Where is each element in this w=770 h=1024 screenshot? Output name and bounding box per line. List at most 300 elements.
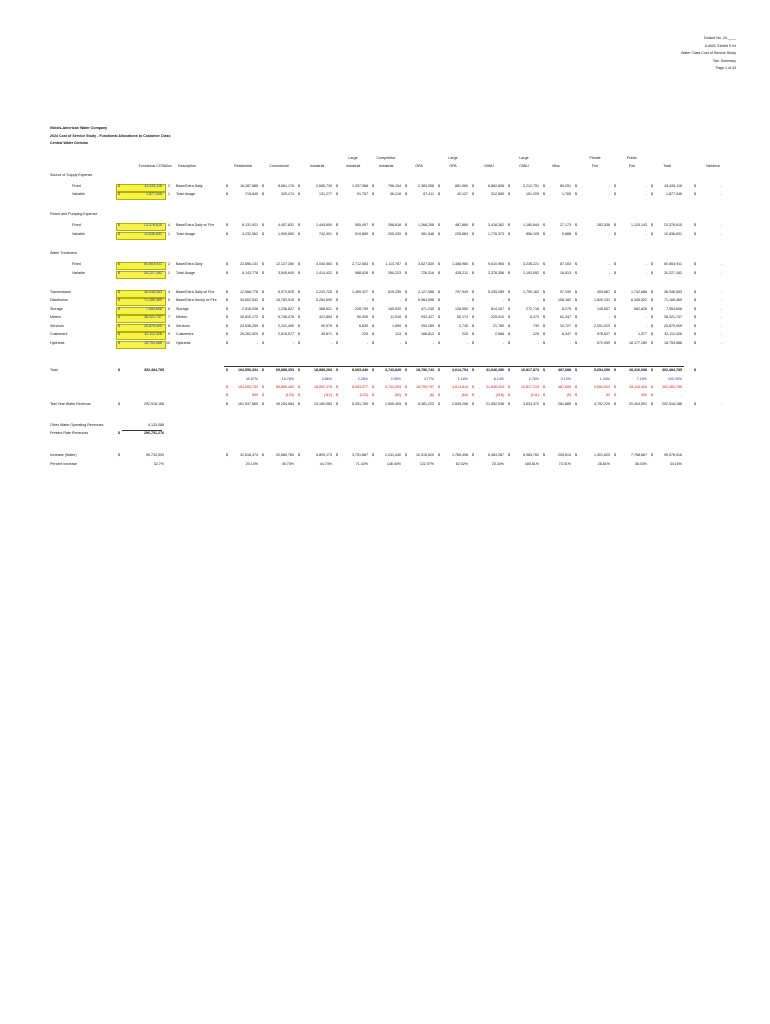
dollar-sign: $: [118, 307, 120, 311]
cell-loiwu: 6,472: [530, 315, 539, 319]
dollar-sign: $: [262, 298, 264, 302]
cell-lopa: 797,949: [455, 290, 468, 294]
cell-misc: 6,347: [562, 332, 571, 336]
dollar-sign: $: [543, 385, 545, 389]
dollar-sign: $: [298, 307, 300, 311]
cell-lopa: 487,869: [455, 223, 468, 227]
report-title-line: 2024 Cost of Service Study - Functional Allocations to Customer Class: [50, 133, 171, 138]
dollar-sign: $: [543, 332, 545, 336]
cell-pfire: -: [608, 184, 610, 188]
cell-pubfire: -: [645, 232, 647, 236]
cell-res: -: [256, 341, 258, 345]
cell-ind: 421,854: [319, 315, 332, 319]
pct-loiwu: 2.76%: [528, 377, 539, 381]
pct-misc: 0.12%: [560, 377, 571, 381]
total-pfire: 5,654,656: [594, 368, 610, 372]
row-description: Storage: [176, 307, 189, 311]
col-header-top: Large: [448, 156, 458, 160]
dollar-sign: $: [651, 184, 653, 188]
dollar-sign: $: [651, 223, 653, 227]
cell-pfire: -: [608, 271, 610, 275]
dollar-sign: $: [336, 262, 338, 266]
testyear-lind: 5,251,769: [352, 402, 368, 406]
cell-com: -: [292, 341, 294, 345]
pct-pubfire: 7.18%: [636, 377, 647, 381]
cell-ind: 1,449,600: [316, 223, 332, 227]
cell-opa: 67,411: [423, 192, 434, 196]
row-label: Fixed: [72, 184, 81, 188]
functional-cos-value: 43,426,118: [144, 184, 162, 188]
dollar-sign: $: [651, 315, 653, 319]
cell-cind: 398,618: [388, 223, 401, 227]
functional-cos-value: 20,227,162: [144, 271, 162, 275]
functional-cos-value: 29,879,905: [144, 324, 162, 328]
cell-pubfire: -: [645, 271, 647, 275]
cell-lind: 1,409,327: [352, 290, 368, 294]
cell-pubfire: 1,742,688: [631, 290, 647, 294]
dollar-sign: $: [298, 262, 300, 266]
dollar-sign: $: [614, 192, 616, 196]
other-revenue-label: Other Water Operating Revenues: [50, 423, 104, 427]
cell-lind: -: [366, 298, 368, 302]
cell-pfire: -: [608, 315, 610, 319]
dollar-sign: $: [651, 368, 653, 372]
dollar-sign: $: [694, 332, 696, 336]
testyear-loiwu: 3,833,372: [523, 402, 539, 406]
dollar-sign: $: [405, 393, 407, 397]
dollar-sign: $: [118, 431, 120, 435]
cell-total: 32,112,426: [664, 332, 682, 336]
variance-value: -: [720, 298, 722, 302]
dollar-sign: $: [298, 368, 300, 372]
dollar-sign: $: [405, 223, 407, 227]
row-label: Fixed: [72, 262, 81, 266]
dollar-sign: $: [118, 223, 120, 227]
cell-cind: 169,920: [388, 307, 401, 311]
functional-cos-value: 71,189,469: [144, 298, 162, 302]
total-label: Total: [50, 368, 58, 372]
cell-total: 36,948,553: [664, 290, 682, 294]
dollar-sign: $: [372, 192, 374, 196]
col-header-com: Commercial: [269, 164, 289, 168]
cell-cind: 796,154: [388, 184, 401, 188]
pct-increase-misc: 73.01%: [558, 462, 571, 466]
row-description: Hydrants: [176, 341, 191, 345]
cell-res: 8,131,921: [242, 223, 258, 227]
total-pubfire: 28,316,098: [629, 368, 647, 372]
cell-cind: 36,218: [390, 192, 401, 196]
dollar-sign: $: [405, 307, 407, 311]
dollar-sign: $: [543, 341, 545, 345]
increase-cind: 2,241,440: [385, 453, 401, 457]
dollar-sign: $: [405, 402, 407, 406]
cell-oiwu: 814,167: [491, 307, 504, 311]
dollar-sign: $: [118, 315, 120, 319]
total-com: 65,885,353: [276, 368, 294, 372]
dollar-sign: $: [262, 324, 264, 328]
functional-cos-value: 1,877,346: [146, 192, 162, 196]
cell-pubfire: -: [645, 315, 647, 319]
testyear-misc: 281,885: [558, 402, 571, 406]
cell-total: 18,753,588: [664, 341, 682, 345]
dollar-sign: $: [118, 262, 120, 266]
dollar-sign: $: [372, 184, 374, 188]
cell-lind: 1,037,568: [352, 184, 368, 188]
pct-lind: 2.26%: [357, 377, 368, 381]
alloc-factor: 8: [168, 324, 170, 328]
dollar-sign: $: [372, 315, 374, 319]
cell-oiwu: 2,668: [495, 332, 504, 336]
dollar-sign: $: [472, 332, 474, 336]
dollar-sign: $: [472, 385, 474, 389]
col-header-misc: Misc: [552, 164, 560, 168]
present-revenue-label: Present Rate Revenues: [50, 431, 89, 435]
cell-misc: 18,513: [560, 271, 571, 275]
cell-res: 30,810,173: [240, 315, 258, 319]
row-label: Hydrants: [50, 341, 65, 345]
increase-opa: 10,315,520: [416, 453, 434, 457]
dollar-sign: $: [651, 290, 653, 294]
dollar-sign: $: [372, 341, 374, 345]
dollar-sign: $: [226, 232, 228, 236]
dollar-sign: $: [543, 307, 545, 311]
testyear-total: 292,518,188: [662, 402, 682, 406]
dollar-sign: $: [543, 232, 545, 236]
cell-loiwu: 225: [533, 332, 539, 336]
dollar-sign: $: [472, 271, 474, 275]
dollar-sign: $: [508, 232, 510, 236]
cell-pfire: 578,627: [597, 332, 610, 336]
dollar-sign: $: [118, 271, 120, 275]
col-header-top: Large: [348, 156, 358, 160]
dollar-sign: $: [405, 315, 407, 319]
cell-opa: 3,627,830: [418, 262, 434, 266]
check-res: 194,553,734: [238, 385, 258, 389]
dollar-sign: $: [262, 402, 264, 406]
dollar-sign: $: [472, 192, 474, 196]
total-lopa: 4,614,754: [452, 368, 468, 372]
variance-value: -: [720, 184, 722, 188]
row-label: Variable: [72, 192, 85, 196]
alloc-factor: 1: [168, 232, 170, 236]
dollar-sign: $: [575, 315, 577, 319]
pct-increase-pfire: 28.81%: [597, 462, 610, 466]
dollar-sign: $: [372, 290, 374, 294]
total-loiwu: 10,817,874: [521, 368, 539, 372]
dollar-sign: $: [336, 368, 338, 372]
dollar-sign: $: [508, 184, 510, 188]
functional-cos-value: 32,112,426: [144, 332, 162, 336]
dollar-sign: $: [262, 393, 264, 397]
dollar-sign: $: [226, 315, 228, 319]
cell-pfire: 2,051,023: [594, 324, 610, 328]
dollar-sign: $: [694, 402, 696, 406]
testyear-label: Test Year Water Revenue: [50, 402, 91, 406]
cell-ind: -: [330, 341, 332, 345]
dollar-sign: $: [298, 393, 300, 397]
dollar-sign: $: [543, 315, 545, 319]
dollar-sign: $: [405, 232, 407, 236]
dollar-sign: $: [575, 332, 577, 336]
variance-value: -: [720, 192, 722, 196]
dollar-sign: $: [694, 232, 696, 236]
cell-com: 1,905,650: [278, 232, 294, 236]
increase-label: Increase (Water): [50, 453, 77, 457]
dollar-sign: $: [226, 368, 228, 372]
underline: [122, 430, 162, 431]
cell-loiwu: 2,212,751: [523, 184, 539, 188]
cell-lopa: 128,952: [455, 307, 468, 311]
testyear-pubfire: 20,404,591: [629, 402, 647, 406]
cell-cind: 1,699: [392, 324, 401, 328]
alloc-factor: 6: [168, 307, 170, 311]
dollar-sign: $: [614, 184, 616, 188]
dollar-sign: $: [226, 307, 228, 311]
cell-lind: 6,839: [359, 324, 368, 328]
cell-com: 5,746,478: [278, 315, 294, 319]
dollar-sign: $: [226, 324, 228, 328]
cell-lopa: 881,960: [455, 184, 468, 188]
dollar-sign: $: [262, 184, 264, 188]
check-pfire: 5,654,004: [594, 385, 610, 389]
col-header-opa: OPA: [415, 164, 423, 168]
header-right-line: Page 1 of 43: [715, 66, 736, 70]
dollar-sign: $: [438, 298, 440, 302]
dollar-sign: $: [651, 332, 653, 336]
dollar-sign: $: [575, 307, 577, 311]
dollar-sign: $: [651, 307, 653, 311]
dollar-sign: $: [438, 315, 440, 319]
cell-pfire: 145,657: [597, 307, 610, 311]
dollar-sign: $: [226, 393, 228, 397]
dollar-sign: $: [262, 307, 264, 311]
dollar-sign: $: [298, 341, 300, 345]
cell-pubfire: 1,577: [638, 332, 647, 336]
pct-increase-res: 20.14%: [245, 462, 258, 466]
dollar-sign: $: [118, 298, 120, 302]
dollar-sign: $: [262, 290, 264, 294]
cell-opa: 726,316: [421, 271, 434, 275]
total-ind: 18,889,283: [314, 368, 332, 372]
dollar-sign: $: [336, 298, 338, 302]
cell-loiwu: 730: [533, 324, 539, 328]
cell-oiwu: 3,418,382: [488, 223, 504, 227]
cell-pfire: 282,536: [597, 223, 610, 227]
dollar-sign: $: [336, 402, 338, 406]
row-label: Customers: [50, 332, 68, 336]
dollar-sign: $: [118, 402, 120, 406]
cell-misc: 1,765: [562, 192, 571, 196]
dollar-sign: $: [226, 184, 228, 188]
cell-lind: 91,757: [357, 192, 368, 196]
dollar-sign: $: [614, 307, 616, 311]
cell-pubfire: 1,120,143: [631, 223, 647, 227]
dollar-sign: $: [262, 262, 264, 266]
dollar-sign: $: [575, 368, 577, 372]
dollar-sign: $: [694, 223, 696, 227]
dollar-sign: $: [472, 307, 474, 311]
cell-com: 12,127,280: [276, 262, 294, 266]
total-total: 392,484,785: [662, 368, 682, 372]
pct-increase-loiwu: 185.81%: [524, 462, 539, 466]
dollar-sign: $: [372, 368, 374, 372]
cell-oiwu: 6,862,608: [488, 184, 504, 188]
dollar-sign: $: [372, 307, 374, 311]
diff-lind: (133): [359, 393, 368, 397]
diff-res: 599: [252, 393, 258, 397]
cell-pubfire: 6,345,522: [631, 298, 647, 302]
col-header-top: Large: [519, 156, 529, 160]
cell-pfire: 572,059: [597, 341, 610, 345]
alloc-factor: 1: [168, 192, 170, 196]
dollar-sign: $: [262, 315, 264, 319]
present-revenue-value: 296,751,276: [144, 431, 164, 435]
dollar-sign: $: [543, 453, 545, 457]
cell-misc: 61,347: [560, 315, 571, 319]
dollar-sign: $: [405, 385, 407, 389]
dollar-sign: $: [575, 232, 577, 236]
pct-ind: 4.86%: [321, 377, 332, 381]
dollar-sign: $: [405, 324, 407, 328]
dollar-sign: $: [651, 324, 653, 328]
col-header-cind: Industrial: [378, 164, 394, 168]
dollar-sign: $: [438, 368, 440, 372]
dollar-sign: $: [651, 385, 653, 389]
cell-pubfire: -: [645, 262, 647, 266]
increase-lind: 3,751,687: [352, 453, 368, 457]
total-opa: 18,786,743: [416, 368, 434, 372]
cell-com: 16,783,915: [276, 298, 294, 302]
col-header-pubfire: Fire: [628, 164, 636, 168]
cell-lind: 50,905: [357, 315, 368, 319]
cell-opa: 471,235: [421, 307, 434, 311]
cell-cind: 1,114,787: [385, 262, 401, 266]
header-right-line: Water Class Cost of Service Study: [681, 51, 736, 55]
dollar-sign: $: [405, 290, 407, 294]
functional-cos-value: 60,804,911: [144, 262, 162, 266]
dollar-sign: $: [575, 290, 577, 294]
testyear-opa: 8,381,223: [418, 402, 434, 406]
cell-ind: 1,414,422: [316, 271, 332, 275]
variance-value: -: [720, 315, 722, 319]
cell-opa: 168,812: [421, 332, 434, 336]
increase-lopa: 1,765,498: [452, 453, 468, 457]
cell-loiwu: 856,105: [526, 232, 539, 236]
total-lind: 8,093,440: [352, 368, 368, 372]
dollar-sign: $: [614, 368, 616, 372]
functional-cos-value: 23,378,615: [144, 223, 162, 227]
cell-lind: 225: [362, 332, 368, 336]
dollar-sign: $: [651, 341, 653, 345]
row-description: Total Usage: [176, 232, 195, 236]
cell-total: 7,554,608: [666, 307, 682, 311]
row-description: Base/Extra Daily w/ Fire: [176, 223, 215, 227]
dollar-sign: $: [118, 184, 120, 188]
alloc-factor: 10: [166, 341, 170, 345]
dollar-sign: $: [472, 232, 474, 236]
dollar-sign: $: [614, 290, 616, 294]
cell-pubfire: -: [645, 192, 647, 196]
cell-com: 2,515,577: [278, 332, 294, 336]
dollar-sign: $: [226, 298, 228, 302]
cell-pubfire: 18,177,289: [629, 341, 647, 345]
dollar-sign: $: [336, 341, 338, 345]
pct-res: 49.57%: [245, 377, 258, 381]
dollar-sign: $: [336, 307, 338, 311]
dollar-sign: $: [694, 341, 696, 345]
col-header-lopa: OPA: [449, 164, 457, 168]
pct-oiwu: 8.14%: [493, 377, 504, 381]
cell-cind: 113: [395, 332, 401, 336]
pct-increase-com: 45.75%: [281, 462, 294, 466]
functional-cos-value: 38,321,747: [144, 315, 162, 319]
cell-opa: -: [432, 341, 434, 345]
cell-lopa: 225,663: [455, 232, 468, 236]
cell-pubfire: -: [645, 324, 647, 328]
cell-misc: 57,330: [560, 290, 571, 294]
dollar-sign: $: [372, 232, 374, 236]
dollar-sign: $: [694, 290, 696, 294]
dollar-sign: $: [336, 315, 338, 319]
dollar-sign: $: [694, 324, 696, 328]
dollar-sign: $: [508, 315, 510, 319]
variance-value: -: [720, 290, 722, 294]
dollar-sign: $: [614, 385, 616, 389]
dollar-sign: $: [298, 402, 300, 406]
row-description: Services: [176, 324, 190, 328]
cell-ind: 5,264,590: [316, 298, 332, 302]
dollar-sign: $: [472, 341, 474, 345]
cell-misc: 27,173: [560, 223, 571, 227]
header-right-line: Docket No. 24-____: [704, 36, 736, 40]
dollar-sign: $: [614, 262, 616, 266]
cell-lopa: 1,388,960: [452, 262, 468, 266]
dollar-sign: $: [472, 298, 474, 302]
diff-total: -: [680, 393, 682, 397]
col-header: Description: [178, 164, 196, 168]
cell-res: 4,232,562: [242, 232, 258, 236]
testyear-res: 161,937,860: [238, 402, 258, 406]
dollar-sign: $: [226, 290, 228, 294]
dollar-sign: $: [118, 192, 120, 196]
diff-ind: (112): [323, 393, 332, 397]
alloc-factor: 4: [168, 290, 170, 294]
dollar-sign: $: [614, 232, 616, 236]
cell-total: 29,879,905: [664, 324, 682, 328]
cell-total: 1,877,346: [666, 192, 682, 196]
check-total: 392,484,785: [662, 385, 682, 389]
cell-ind: 388,621: [319, 307, 332, 311]
cell-oiwu: 1,776,373: [488, 232, 504, 236]
dollar-sign: $: [226, 385, 228, 389]
dollar-sign: $: [226, 341, 228, 345]
section-label: Water Treatment: [50, 251, 77, 255]
dollar-sign: $: [405, 298, 407, 302]
dollar-sign: $: [438, 262, 440, 266]
dollar-sign: $: [543, 393, 545, 397]
dollar-sign: $: [372, 402, 374, 406]
testyear-cind: 1,505,405: [385, 402, 401, 406]
cell-pfire: -: [608, 262, 610, 266]
dollar-sign: $: [336, 290, 338, 294]
check-lind: 8,053,577: [352, 385, 368, 389]
cell-total: 20,227,162: [664, 271, 682, 275]
dollar-sign: $: [543, 223, 545, 227]
dollar-sign: $: [694, 368, 696, 372]
dollar-sign: $: [336, 324, 338, 328]
dollar-sign: $: [614, 271, 616, 275]
row-label: Variable: [72, 271, 85, 275]
